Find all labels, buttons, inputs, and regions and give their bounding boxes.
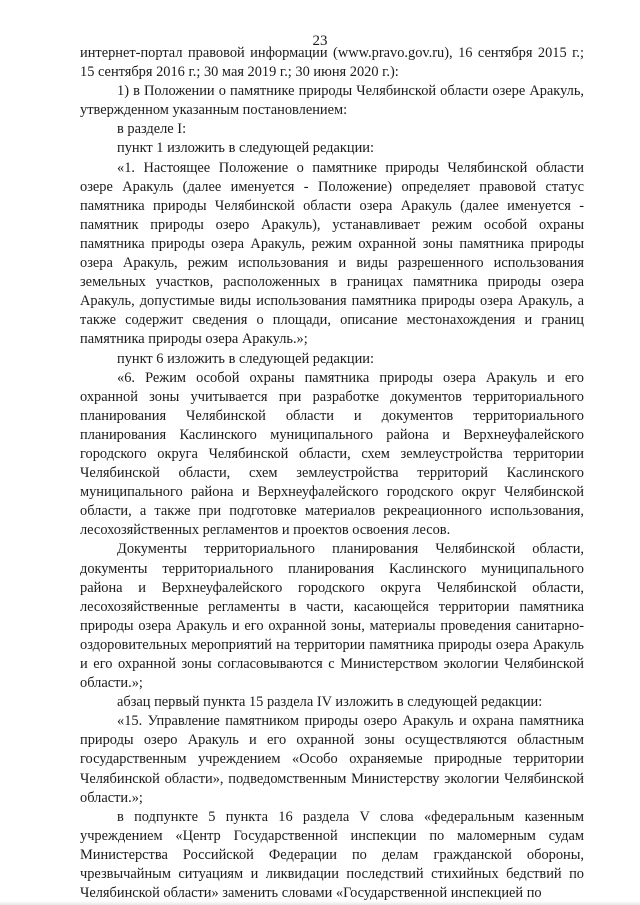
paragraph: в разделе I: — [117, 121, 187, 138]
scan-edge — [0, 901, 640, 905]
paragraph: абзац первый пункта 15 раздела IV изложить в следующей редакции: — [117, 694, 543, 711]
paragraph: «15. Управление памятником природы озеро Аракуль и охрана памятника природы озеро Аракуль и его охранной зоны осуществляются областным государственным учреждением «Особо охраняемые природные территории Челябинской области», подведомственным Министерству экологии Челябинской области.»; — [80, 713, 584, 806]
document-body — [80, 44, 584, 903]
paragraph: «1. Настоящее Положение о памятнике природы Челябинской области озере Аракуль (далее именуется - Положение) определяет правовой статус памятника природы Челябинской области озера Аракуль (далее именуется - памятник природы озеро Аракуль), устанавливает режим особой охраны памятника природы озера Аракуль, режим охранной зоны памятника природы озера Аракуль, режим использования и виды разрешенного использования земельных участков, расположенных в границах памятника природы озера Аракуль, допустимые виды использования памятника природы озера Аракуль, а также содержит сведения о площади, описание местонахождения и границ памятника природы озера Аракуль.»; — [80, 159, 584, 348]
page-number: 23 — [312, 33, 328, 49]
paragraph: 1) в Положении о памятнике природы Челябинской области озере Аракуль, утвержденном указанным постановлением: — [80, 83, 584, 119]
paragraph: интернет-портал правовой информации (www.pravo.gov.ru), 16 сентября 2015 г.; 15 сентября 2016 г.; 30 мая 2019 г.; 30 июня 2020 г.): — [80, 45, 584, 81]
paragraph: «6. Режим особой охраны памятника природы озера Аракуль и его охранной зоны учитывается при разработке документов территориального планирования Челябинской области и документов территориального планирования Каслинского муниципального района и Верхнеуфалейского городского округа Челябинской области, схем землеустройства территории Челябинской области, схем землеустройства территорий Каслинского муниципального района и Верхнеуфалейского городского округ Челябинской области, а также при подготовке материалов рекреационного использования, лесохозяйственных регламентов и проектов освоения лесов. — [80, 369, 584, 539]
paragraph: пункт 1 изложить в следующей редакции: — [117, 140, 374, 157]
paragraph: Документы территориального планирования Челябинской области, документы территориального планирования Каслинского муниципального района и Верхнеуфалейского городского округа Челябинской области, лесохозяйственные регламенты в части, касающейся территории памятника природы озера Аракуль и его охранной зоны, материалы проведения санитарно-оздоровительных мероприятий на территории памятника природы озера Аракуль и его охранной зоны согласовываются с Министерством экологии Челябинской области.»; — [80, 541, 584, 692]
paragraph: в подпункте 5 пункта 16 раздела V слова «федеральным казенным учреждением «Центр Государственной инспекции по маломерным судам Министерства Российской Федерации по делам гражданской обороны, чрезвычайным ситуациям и ликвидации последствий стихийных бедствий по Челябинской области» заменить словами «Государственной инспекцией по — [80, 808, 584, 902]
paragraph: пункт 6 изложить в следующей редакции: — [117, 350, 374, 367]
